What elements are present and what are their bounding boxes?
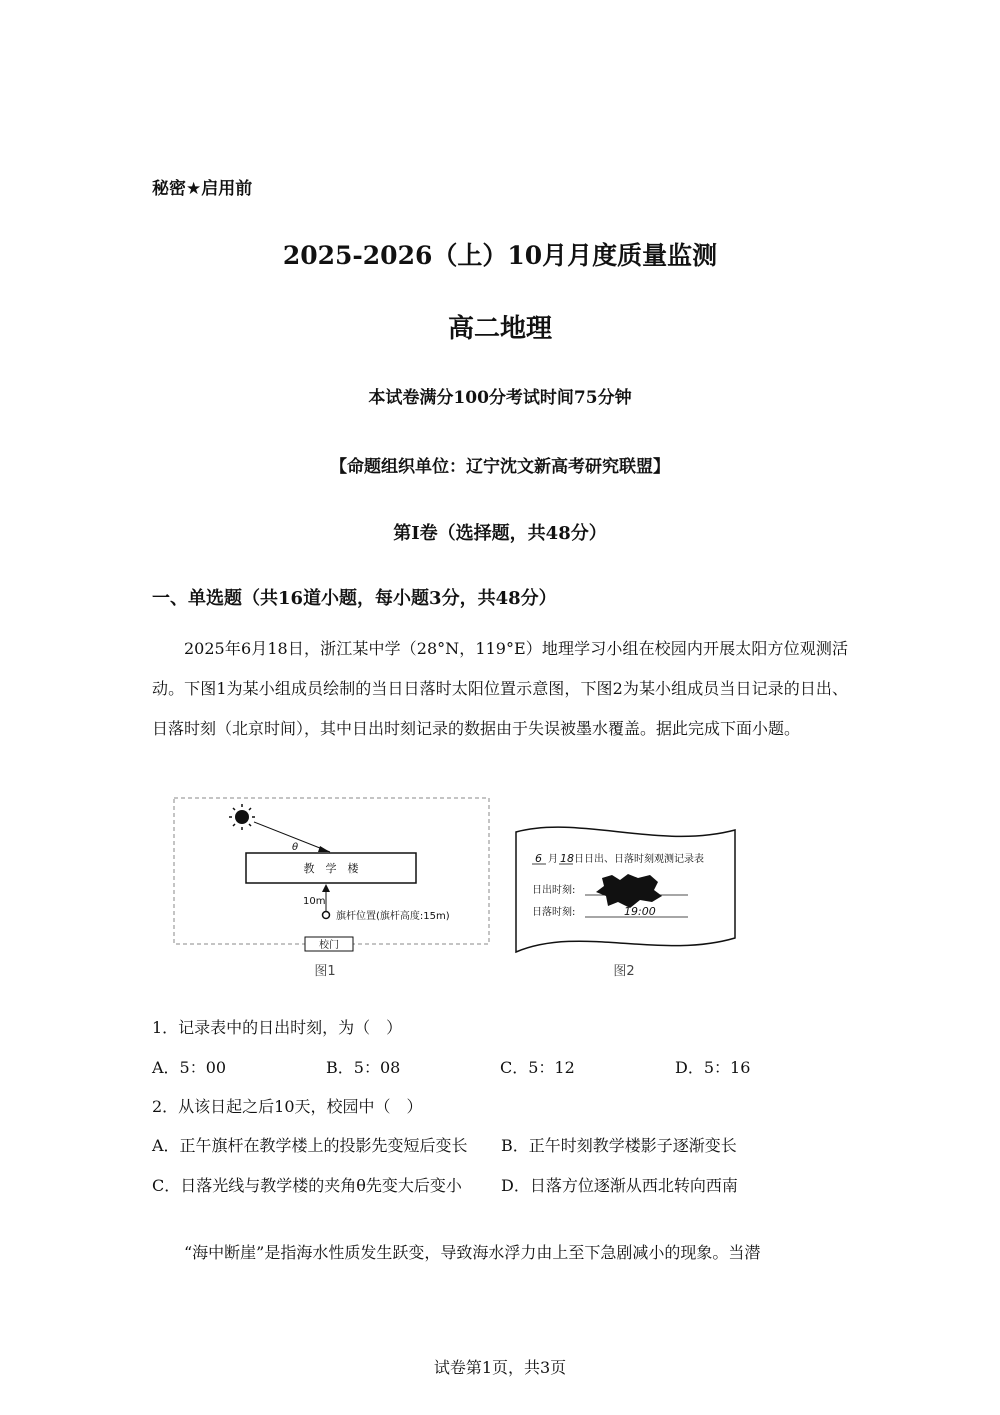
flagpole-icon [323, 912, 330, 919]
sun-ray-arrowhead [318, 846, 330, 852]
sunrise-label: 日出时刻: [532, 885, 576, 896]
question-2-option-a: A．正午旗杆在教学楼上的投影先变短后变长 [152, 1136, 468, 1155]
question-context-paragraph: 2025年6月18日，浙江某中学（28°N，119°E）地理学习小组在校园内开展太阳方位观测活动。下图1为某小组成员绘制的当日日落时太阳位置示意图，下图2为某小组成员当日记录的日出、日落时刻（北京时间），其中日出时刻记录的数据由于失误被墨水覆盖。据此完成下面小题。 [152, 639, 848, 738]
figure-1-caption: 图1 [314, 964, 336, 979]
record-heading: 日日出、日落时刻观测记录表 [574, 854, 704, 865]
question-2-stem: 2．从该日起之后10天，校园中（ ） [152, 1097, 423, 1116]
question-1-stem: 1．记录表中的日出时刻，为（ ） [152, 1018, 403, 1037]
sun-icon [229, 804, 255, 830]
confidential-mark: 秘密★启用前 [152, 179, 253, 199]
theta-label: θ [292, 842, 299, 853]
figure-2-caption: 图2 [613, 964, 635, 979]
record-month: 6 [535, 852, 542, 865]
figure-1-sunset-diagram [170, 795, 495, 985]
record-month-unit: 月 [548, 854, 558, 865]
building-label: 教 学 楼 [303, 862, 359, 875]
question-1-option-b: B．5：08 [326, 1058, 401, 1077]
question-1-option-d: D．5：16 [675, 1058, 751, 1077]
subject-title: 高二地理 [447, 314, 552, 344]
record-day: 18 [560, 852, 574, 865]
next-passage-paragraph: “海中断崖”是指海水性质发生跃变，导致海水浮力由上至下急剧减小的现象。当潜 [184, 1243, 761, 1262]
exam-title: 2025-2026（上）10月月度质量监测 [282, 241, 718, 270]
flagpole-label: 旗杆位置(旗杆高度:15m) [336, 911, 450, 922]
section-heading: 一、单选题（共16道小题，每小题3分，共48分） [152, 588, 557, 609]
question-1-option-a: A．5：00 [152, 1058, 227, 1077]
question-2-option-c: C．日落光线与教学楼的夹角θ先变大后变小 [152, 1176, 462, 1195]
sunset-label: 日落时刻: [532, 907, 576, 918]
page-footer: 试卷第1页，共3页 [433, 1358, 567, 1377]
exam-info: 本试卷满分100分考试时间75分钟 [368, 388, 632, 408]
figure-2-observation-record [510, 820, 745, 985]
distance-arrowhead [322, 884, 330, 892]
part-heading: 第I卷（选择题，共48分） [393, 523, 607, 544]
gate-label: 校门 [319, 940, 339, 951]
distance-label: 10m [303, 896, 326, 907]
question-1-option-c: C．5：12 [500, 1058, 575, 1077]
question-2-option-d: D．日落方位逐渐从西北转向西南 [501, 1176, 738, 1195]
organizer: 【命题组织单位：辽宁沈文新高考研究联盟】 [330, 457, 670, 477]
question-2-option-b: B．正午时刻教学楼影子逐渐变长 [501, 1136, 737, 1155]
sunset-value: 19:00 [624, 905, 656, 918]
